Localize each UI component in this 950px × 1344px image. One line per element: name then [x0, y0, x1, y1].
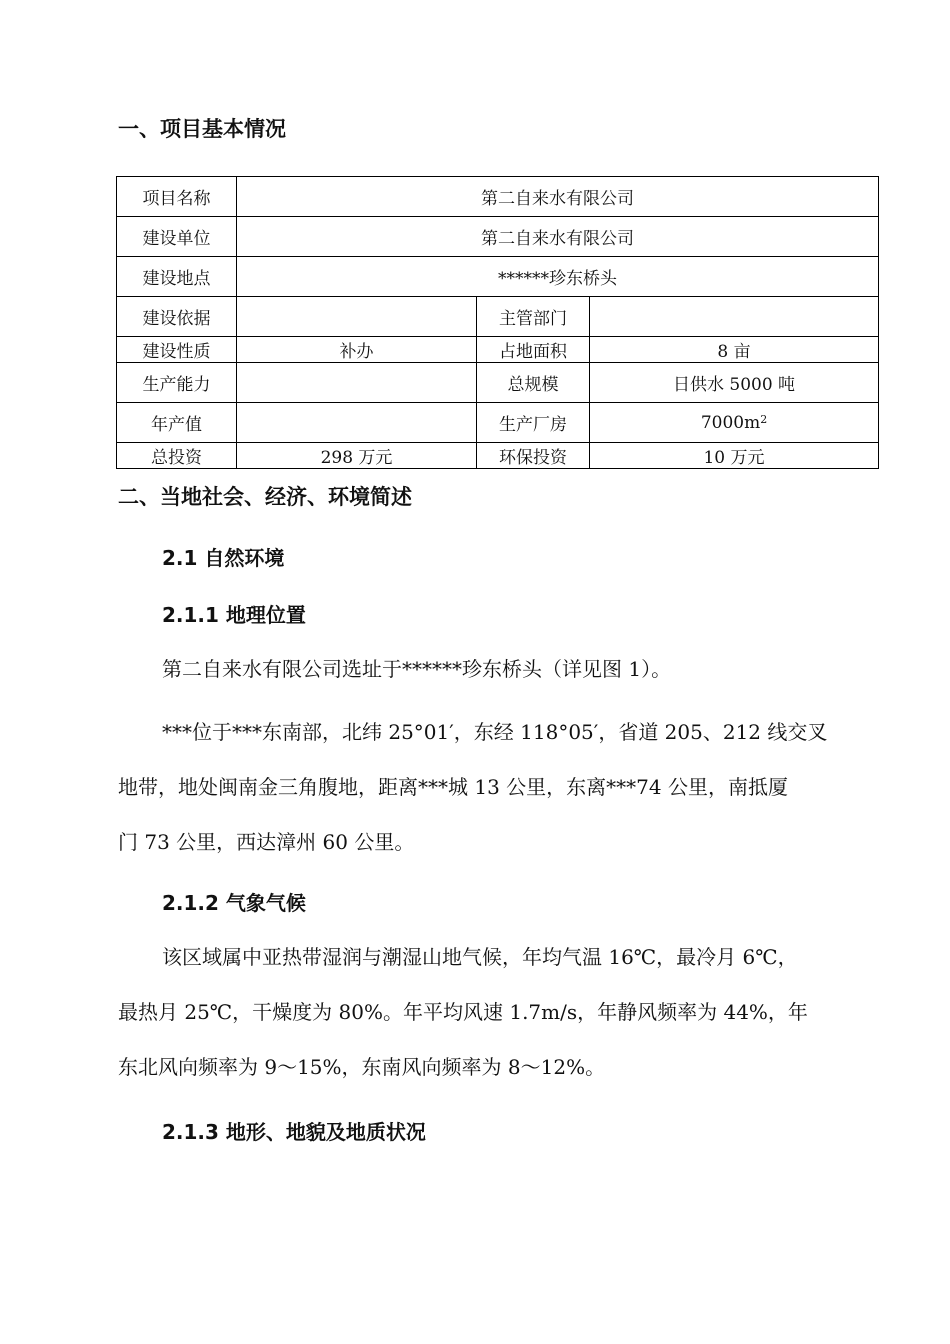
table-value: 日供水 5000 吨: [590, 363, 879, 403]
text-line: 最热月 25℃，干燥度为 80%。年平均风速 1.7m/s，年静风频率为 44%，年: [118, 1000, 808, 1024]
table-value: 第二自来水有限公司: [237, 217, 879, 257]
section-heading-project-basics: 一、项目基本情况: [118, 117, 286, 141]
table-label: 环保投资: [477, 443, 590, 469]
table-value: [237, 297, 477, 337]
table-label: 主管部门: [477, 297, 590, 337]
text-line: ***位于***东南部，北纬 25°01′，东经 118°05′，省道 205、212 线交叉: [162, 720, 828, 744]
table-row: [117, 443, 879, 469]
table-label: 生产厂房: [477, 403, 590, 443]
table-row: [117, 217, 879, 257]
table-label: 建设单位: [117, 217, 237, 257]
table-label: 年产值: [117, 403, 237, 443]
text-line: 第二自来水有限公司选址于******珍东桥头（详见图 1）。: [162, 657, 672, 681]
table-row: [117, 177, 879, 217]
paragraph-climate: [118, 930, 858, 1095]
table-value: [590, 297, 879, 337]
table-label: 项目名称: [117, 177, 237, 217]
table-value: [237, 363, 477, 403]
subsection-heading-natural-environment: 2.1 自然环境: [162, 546, 285, 570]
table-label: 建设地点: [117, 257, 237, 297]
table-value: 8 亩: [590, 337, 879, 363]
subsection-heading-terrain-geology: 2.1.3 地形、地貌及地质状况: [162, 1120, 426, 1144]
subsection-heading-climate: 2.1.2 气象气候: [162, 891, 306, 915]
table-label: 总投资: [117, 443, 237, 469]
table-row: [117, 403, 879, 443]
table-label: 建设性质: [117, 337, 237, 363]
text-line: 地带，地处闽南金三角腹地，距离***城 13 公里，东离***74 公里，南抵厦: [118, 775, 788, 799]
project-info-table: [116, 176, 879, 469]
area-unit-superscript: 2: [760, 412, 768, 426]
table-value: 298 万元: [237, 443, 477, 469]
text-line: 该区域属中亚热带湿润与潮湿山地气候，年均气温 16℃，最冷月 6℃，: [162, 945, 798, 969]
text-line: 门 73 公里，西达漳州 60 公里。: [118, 830, 415, 854]
table-label: 占地面积: [477, 337, 590, 363]
table-label: 总规模: [477, 363, 590, 403]
table-row: [117, 257, 879, 297]
table-value: [237, 403, 477, 443]
area-number: 7000m: [700, 412, 761, 433]
text-line: 东北风向频率为 9～15%，东南风向频率为 8～12%。: [118, 1055, 606, 1079]
table-label: 建设依据: [117, 297, 237, 337]
paragraph-site-location: [118, 642, 858, 697]
table-value: 10 万元: [590, 443, 879, 469]
table-value: 第二自来水有限公司: [237, 177, 879, 217]
table-value-area: [590, 403, 879, 443]
paragraph-geography: [118, 705, 858, 870]
table-label: 生产能力: [117, 363, 237, 403]
table-value: 补办: [237, 337, 477, 363]
section-heading-local-overview: 二、当地社会、经济、环境简述: [118, 485, 412, 509]
table-row: [117, 363, 879, 403]
table-row: [117, 337, 879, 363]
subsection-heading-geographic-location: 2.1.1 地理位置: [162, 603, 306, 627]
table-row: [117, 297, 879, 337]
table-value: ******珍东桥头: [237, 257, 879, 297]
